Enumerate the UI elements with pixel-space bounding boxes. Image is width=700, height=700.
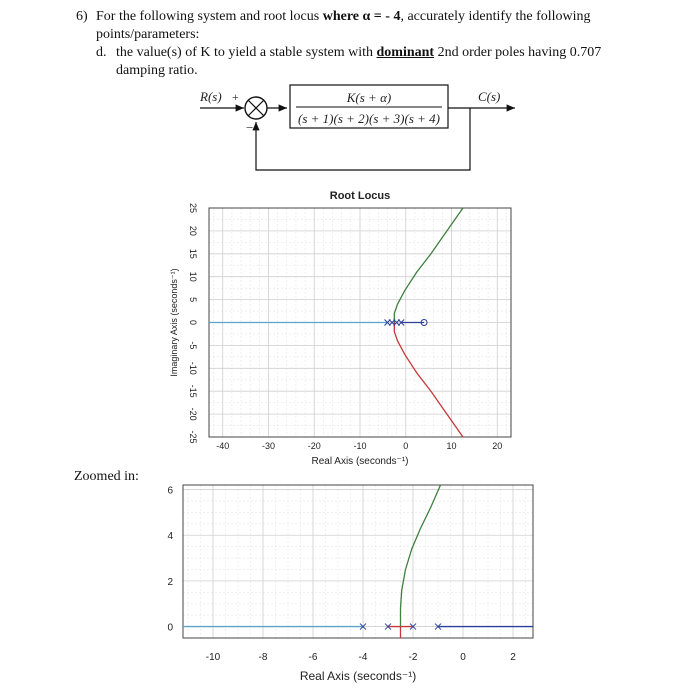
y-tick-label: 6 <box>167 485 173 497</box>
y-tick-label: 25 <box>188 202 198 214</box>
x-tick-label: -10 <box>353 441 367 451</box>
part-line-2: damping ratio. <box>116 63 198 78</box>
x-tick-label: -40 <box>216 441 230 451</box>
question-line-1-post: , accurately identify the following <box>400 9 591 24</box>
y-tick-label: 0 <box>188 319 198 326</box>
y-tick-label: -10 <box>188 361 198 375</box>
series-lower-branch <box>394 323 463 438</box>
y-tick-label: 0 <box>167 622 173 634</box>
y-tick-label: 15 <box>188 248 198 259</box>
series-upper-branch <box>401 485 441 627</box>
x-tick-label: 0 <box>403 441 409 451</box>
x-tick-label: 2 <box>510 652 516 663</box>
y-tick-label: -5 <box>188 341 198 350</box>
root-locus-chart <box>0 180 700 480</box>
input-label: R(s) <box>200 89 222 104</box>
part-label: d. <box>96 45 107 60</box>
x-tick-label: 20 <box>492 441 503 451</box>
y-tick-label: 10 <box>188 271 198 282</box>
y-tick-label: -15 <box>188 384 198 398</box>
x-axis-label: Real Axis (seconds⁻¹) <box>311 456 409 467</box>
x-tick-label: -2 <box>408 652 418 663</box>
part-bold: dominant <box>376 45 435 60</box>
x-tick-label: -6 <box>308 652 318 663</box>
x-tick-label: 0 <box>460 652 466 663</box>
y-tick-label: 5 <box>188 297 198 303</box>
y-tick-label: 20 <box>188 225 198 236</box>
question-number: 6) <box>76 9 88 24</box>
x-tick-label: -4 <box>358 652 368 663</box>
plant-numerator: K(s + α) <box>346 90 392 105</box>
x-tick-label: -20 <box>307 441 321 451</box>
x-tick-label: -10 <box>205 652 221 663</box>
series-upper-branch <box>394 208 463 323</box>
x-tick-label: 10 <box>446 441 457 451</box>
x-axis-label: Real Axis (seconds⁻¹) <box>299 669 417 683</box>
zoomed-root-locus-chart <box>0 478 700 700</box>
y-tick-label: 4 <box>167 531 173 543</box>
minus-sign: − <box>246 120 254 135</box>
question-line-1-pre: For the following system and root locus <box>96 9 320 24</box>
part-pre: the value(s) of K to yield a stable system with <box>116 45 373 60</box>
block-diagram <box>0 0 700 185</box>
x-tick-label: -8 <box>258 652 268 663</box>
output-label: C(s) <box>478 89 501 104</box>
zoom-label: Zoomed in: <box>74 469 139 484</box>
y-tick-label: 2 <box>167 576 173 588</box>
plant-denominator: (s + 1)(s + 2)(s + 3)(s + 4) <box>298 111 440 126</box>
question-line-2: points/parameters: <box>96 27 200 42</box>
y-axis-label: Imaginary Axis (seconds⁻¹) <box>169 268 179 377</box>
plus-sign: + <box>232 90 239 104</box>
y-tick-label: -20 <box>188 407 198 421</box>
chart-title: Root Locus <box>329 190 391 202</box>
question-line-1-bold: where α = - 4 <box>322 9 401 24</box>
part-post: 2nd order poles having 0.707 <box>437 45 602 60</box>
y-tick-label: -25 <box>188 430 198 444</box>
x-tick-label: -30 <box>261 441 275 451</box>
